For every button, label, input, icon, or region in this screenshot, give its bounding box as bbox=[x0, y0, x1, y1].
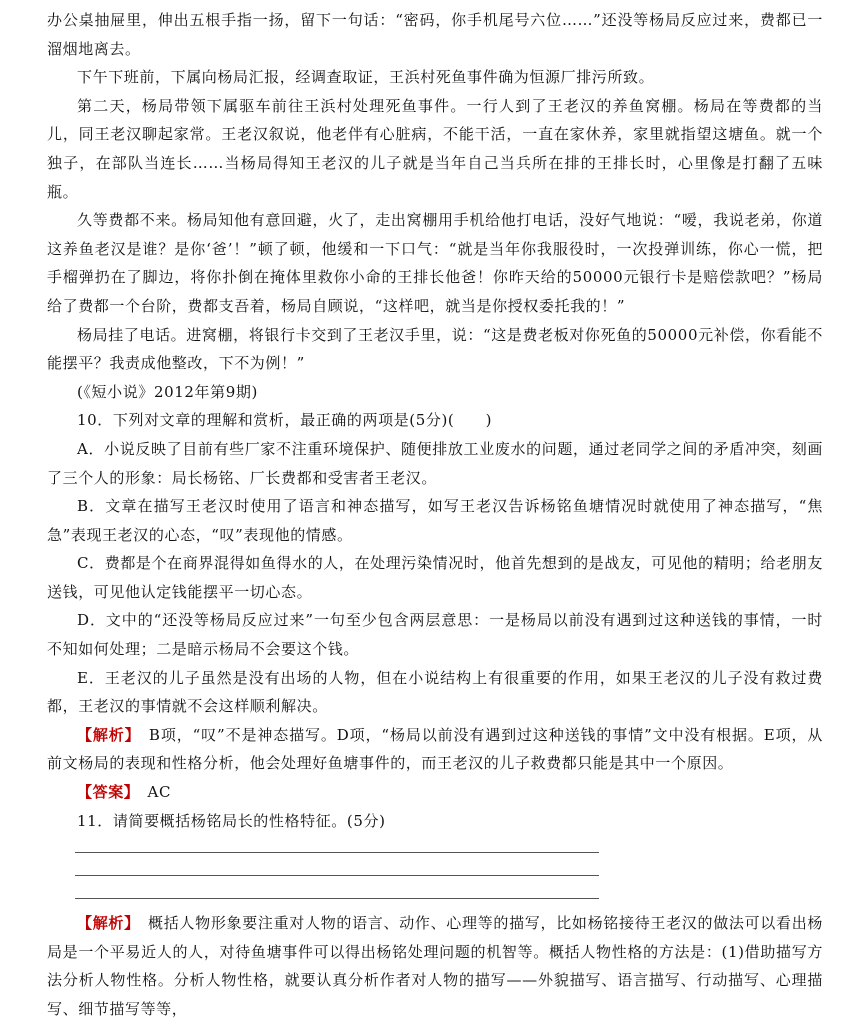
document-page bbox=[47, 6, 823, 1024]
analysis-text: B项，“叹”不是神态描写。D项，“杨局以前没有遇到过这种送钱的事情”文中没有根据。E项，从前文杨局的表现和性格分析，他会处理好鱼塘事件的，而王老汉的儿子救费都只能是其中一个原因。 bbox=[47, 725, 823, 773]
question-10-analysis bbox=[47, 721, 823, 778]
question-10-stem: 10．下列对文章的理解和赏析，最正确的两项是(5分)( ) bbox=[77, 411, 493, 430]
analysis-text: 概括人物形象要注重对人物的语言、动作、心理等的描写，比如杨铭接待王老汉的做法可以看出杨局是一个平易近人的人，对待鱼塘事件可以得出杨铭处理问题的机智等。概括人物性格的方法是：(1)借助描写方法分析人物性格。分析人物性格，就要认真分析作者对人物的描写——外貌描写、语言描写、行动描写、心理描写、细节描写等等， bbox=[47, 914, 823, 1018]
analysis-tag: 【解析】 bbox=[77, 725, 134, 744]
story-paragraph-2: 下午下班前，下属向杨局汇报，经调查取证，王浜村死鱼事件确为恒源厂排污所致。 bbox=[77, 68, 655, 87]
story-paragraph-1: 办公桌抽屉里，伸出五根手指一扬，留下一句话：“密码，你手机尾号六位……”还没等杨局反应过来，费都已一溜烟地离去。 bbox=[47, 11, 823, 58]
question-11-stem: 11．请简要概括杨铭局长的性格特征。(5分) bbox=[77, 811, 386, 830]
option-b: B．文章在描写王老汉时使用了语言和神态描写，如写王老汉告诉杨铭鱼塘情况时就使用了神态描写，“焦急”表现王老汉的心态，“叹”表现他的情感。 bbox=[47, 497, 823, 544]
question-10 bbox=[47, 406, 823, 806]
question-10-answer bbox=[47, 778, 823, 807]
question-11 bbox=[47, 807, 823, 1024]
story-paragraph-5: 杨局挂了电话。进窝棚，将银行卡交到了王老汉手里，说：“这是费老板对你死鱼的50000元补偿，你看能不能摆平？我责成他整改，下不为例！” bbox=[47, 325, 823, 373]
story-text bbox=[47, 6, 823, 378]
analysis-tag: 【解析】 bbox=[77, 914, 133, 933]
story-paragraph-3: 第二天，杨局带领下属驱车前往王浜村处理死鱼事件。一行人到了王老汉的养鱼窝棚。杨局在等费都的当儿，同王老汉聊起家常。王老汉叙说，他老伴有心脏病，不能干活，一直在家休养，家里就指望这塘鱼。就一个独子，在部队当连长……当杨局得知王老汉的儿子就是当年自己当兵所在排的王排长时，心里像是打翻了五味瓶。 bbox=[47, 96, 823, 201]
option-a: A．小说反映了目前有些厂家不注重环境保护、随便排放工业废水的问题，通过老同学之间的矛盾冲突，刻画了三个人的形象：局长杨铭、厂长费都和受害者王老汉。 bbox=[47, 439, 823, 487]
source-citation: (《短小说》2012年第9期) bbox=[77, 382, 258, 401]
story-paragraph-4: 久等费都不来。杨局知他有意回避，火了，走出窝棚用手机给他打电话，没好气地说：“嗳，我说老弟，你道这养鱼老汉是谁？是你‘爸’！”顿了顿，他缓和一下口气：“就是当年你我服役时，一次投弹训练，你心一慌，把手榴弹扔在了脚边，将你扑倒在掩体里救你小命的王排长他爸！你昨天给的50000元银行卡是赔偿款吧？”杨局给了费都一个台阶，费都支吾着，杨局自顾说，“这样吧，就当是你授权委托我的！” bbox=[47, 211, 823, 315]
option-c: C．费都是个在商界混得如鱼得水的人，在处理污染情况时，他首先想到的是战友，可见他的精明；给老朋友送钱，可见他认定钱能摆平一切心态。 bbox=[47, 554, 823, 601]
option-d: D．文中的“还没等杨局反应过来”一句至少包含两层意思：一是杨局以前没有遇到过这种送钱的事情，一时不知如何处理；二是暗示杨局不会要这个钱。 bbox=[47, 611, 823, 659]
answer-text: AC bbox=[147, 783, 172, 802]
answer-tag: 【答案】 bbox=[77, 783, 132, 802]
question-11-analysis bbox=[47, 909, 823, 1023]
option-e: E．王老汉的儿子虽然是没有出场的人物，但在小说结构上有很重要的作用，如果王老汉的儿子没有救过费都，王老汉的事情就不会这样顺利解决。 bbox=[47, 668, 823, 716]
